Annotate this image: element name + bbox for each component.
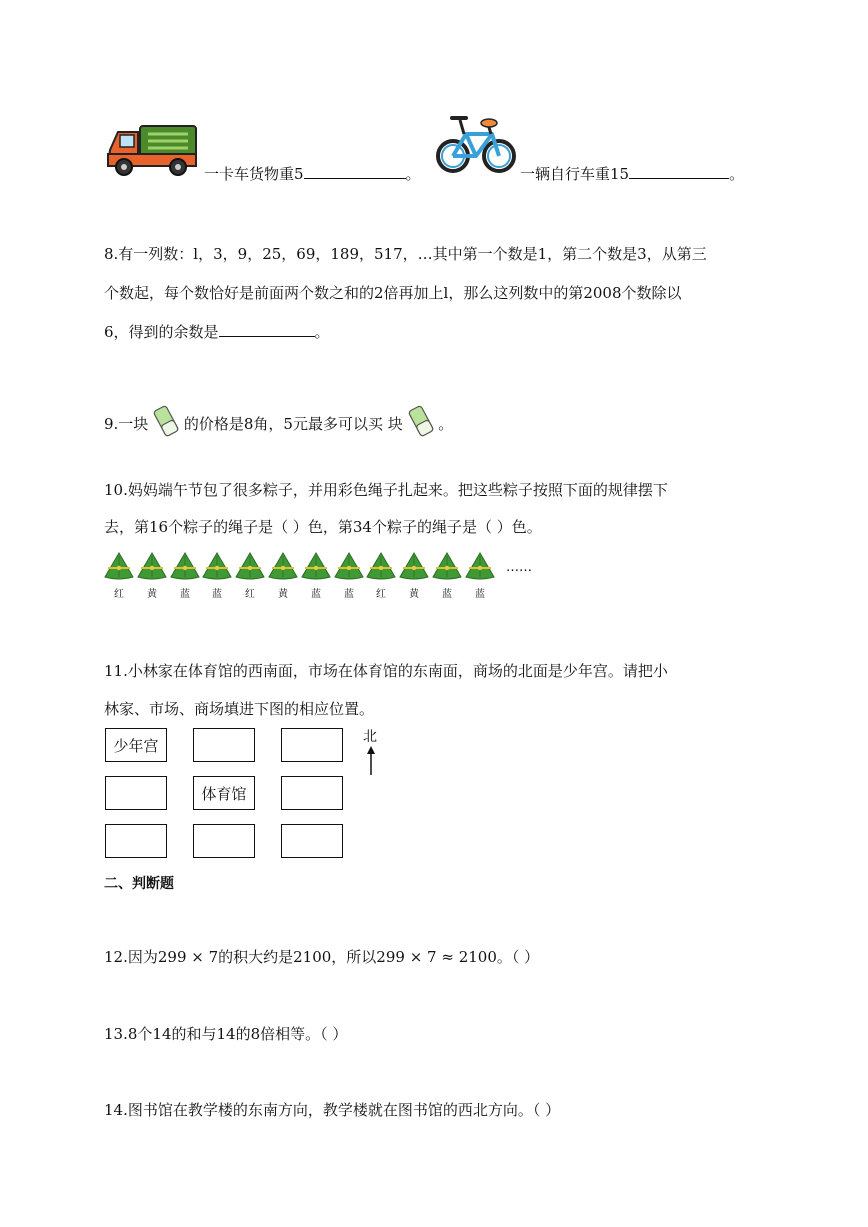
zongzi-label: 蓝 — [442, 589, 452, 600]
zongzi-label: 红 — [114, 589, 124, 600]
grid-cell-n[interactable] — [193, 728, 255, 762]
eraser-icon — [153, 405, 179, 437]
q12-line: 12.因为299 × 7的积大约是2100，所以299 × 7 ≈ 2100。（ ） — [104, 948, 540, 966]
q7-truck-text: 一卡车货物重5 。 — [204, 165, 421, 183]
grid-cell-e[interactable] — [281, 776, 343, 810]
q11-line1: 11.小林家在体育馆的西南面，市场在体育馆的东南面，商场的北面是少年宫。请把小 — [104, 662, 668, 680]
zongzi-icon — [104, 552, 134, 580]
zongzi-label: 蓝 — [311, 589, 321, 600]
bicycle-icon — [436, 112, 516, 176]
zongzi-label: 蓝 — [180, 589, 190, 600]
zongzi-icon — [399, 552, 429, 580]
zongzi-icon — [137, 552, 167, 580]
zongzi-label: 蓝 — [475, 589, 485, 600]
zongzi-icon — [235, 552, 265, 580]
q8-line2: 个数起，每个数恰好是前面两个数之和的2倍再加上l，那么这列数中的第2008个数除以 — [104, 284, 682, 302]
zongzi-ellipsis: …… — [506, 560, 532, 575]
section-title: 二、判断题 — [104, 876, 174, 892]
zongzi-label: 红 — [245, 589, 255, 600]
eraser-icon — [408, 405, 434, 437]
answer-blank[interactable] — [219, 321, 315, 337]
grid-cell-se[interactable] — [281, 824, 343, 858]
q9-line: 9.一块 的价格是8角，5元最多可以买 块 。 — [104, 405, 453, 437]
q10-line2: 去，第16个粽子的绳子是（ ）色，第34个粽子的绳子是（ ）色。 — [104, 518, 542, 536]
grid-cell-ne[interactable] — [281, 728, 343, 762]
q7-bike-text: 一辆自行车重15 。 — [520, 165, 745, 183]
zongzi-label: 黄 — [147, 589, 157, 600]
north-arrow-icon — [364, 744, 378, 776]
q13-line: 13.8个14的和与14的8倍相等。（ ） — [104, 1025, 348, 1043]
zongzi-label: 蓝 — [344, 589, 354, 600]
north-label: 北 — [363, 729, 377, 745]
zongzi-label: 蓝 — [212, 589, 222, 600]
q10-line1: 10.妈妈端午节包了很多粽子，并用彩色绳子扎起来。把这些粽子按照下面的规律摆下 — [104, 481, 668, 499]
zongzi-icon — [202, 552, 232, 580]
q8-line3: 6，得到的余数是 。 — [104, 323, 330, 341]
zongzi-label: 黄 — [409, 589, 419, 600]
answer-blank[interactable] — [304, 163, 406, 179]
q11-line2: 林家、市场、商场填进下图的相应位置。 — [104, 700, 375, 718]
truck-icon — [104, 122, 200, 178]
grid-cell-nw[interactable]: 少年宫 — [105, 728, 167, 762]
q14-line: 14.图书馆在教学楼的东南方向，教学楼就在图书馆的西北方向。（ ） — [104, 1101, 561, 1119]
zongzi-icon — [268, 552, 298, 580]
zongzi-icon — [366, 552, 396, 580]
zongzi-icon — [432, 552, 462, 580]
zongzi-label: 红 — [376, 589, 386, 600]
grid-cell-s[interactable] — [193, 824, 255, 858]
zongzi-icon — [301, 552, 331, 580]
q8-line1: 8.有一列数：l，3，9，25，69，189，517，…其中第一个数是1，第二个数是3，从第三 — [104, 245, 707, 263]
grid-cell-w[interactable] — [105, 776, 167, 810]
zongzi-icon — [170, 552, 200, 580]
grid-cell-center[interactable]: 体育馆 — [193, 776, 255, 810]
zongzi-icon — [334, 552, 364, 580]
answer-blank[interactable] — [629, 163, 729, 179]
zongzi-label: 黄 — [278, 589, 288, 600]
grid-cell-sw[interactable] — [105, 824, 167, 858]
zongzi-icon — [465, 552, 495, 580]
